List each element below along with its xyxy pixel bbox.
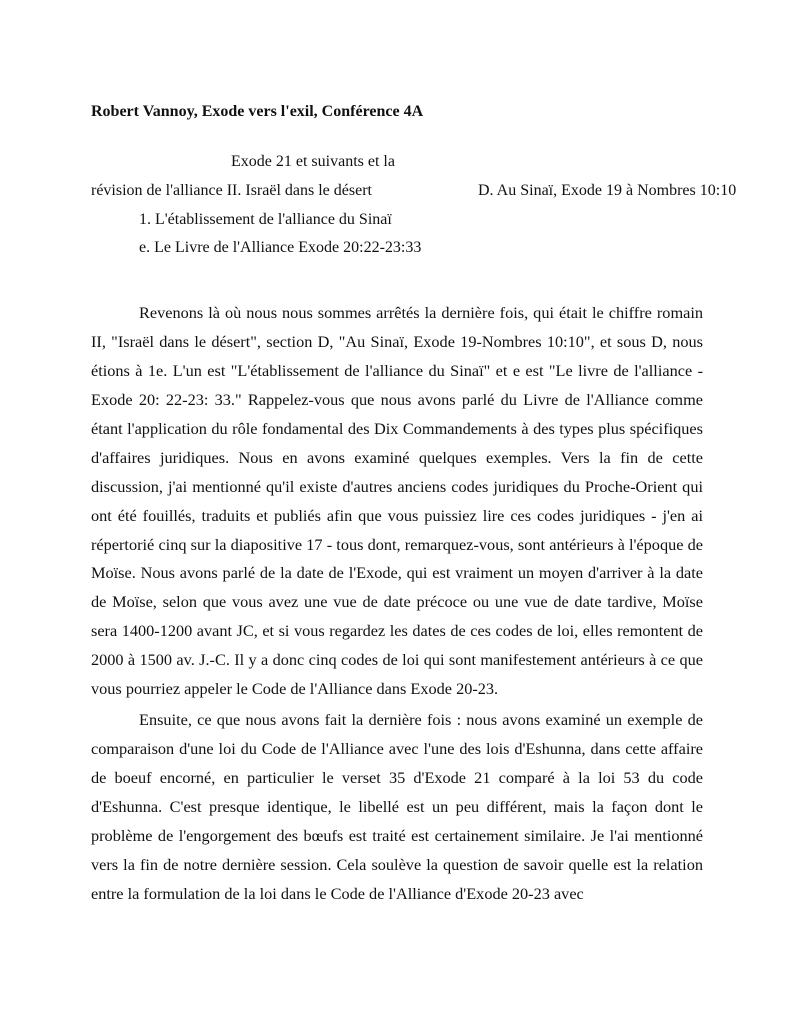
body-paragraph-1: Revenons là où nous nous sommes arrêtés la dernière fois, qui était le chiffre romain II, "Israël dans le désert", section D, "Au Sinaï, Exode 19-Nombres 10:10", et sous D, nous étions à 1e. L'un est "L'établissement de l'alliance du Sinaï" et e est "Le livre de l'alliance - Exode 20: 22-23: 33." Rappelez-vous que nous avons parlé du Livre de l'Alliance comme étant l'application du rôle fondamental des Dix Commandements à des types plus spécifiques d'affaires juridiques. Nous en avons examiné quelques exemples. Vers la fin de cette discussion, j'ai mentionné qu'il existe d'autres anciens codes juridiques du Proche-Orient qui ont été fouillés, traduits et publiés afin que vous puissiez lire ces codes juridiques - j'en ai répertorié cinq sur la diapositive 17 - tous dont, remarquez-vous, sont antérieurs à l'époque de Moïse. Nous avons parlé de la date de l'Exode, qui est vraiment un moyen d'arriver à la date de Moïse, selon que vous avez une vue de date précoce ou une vue de date tardive, Moïse sera 1400-1200 avant JC, et si vous regardez les dates de ces codes de loi, elles remontent de 2000 à 1500 av. J.-C. Il y a donc cinq codes de loi qui sont manifestement antérieurs à ce que vous pourriez appeler le Code de l'Alliance dans Exode 20-23.: [91, 303, 703, 699]
document-title: Robert Vannoy, Exode vers l'exil, Conférence 4A: [91, 103, 424, 120]
heading-line-2-right: D. Au Sinaï, Exode 19 à Nombres 10:10: [478, 182, 737, 199]
heading-line-2: révision de l'alliance II. Israël dans le désert: [91, 182, 372, 199]
body-paragraph-2: Ensuite, ce que nous avons fait la dernière fois : nous avons examiné un exemple de comparaison d'une loi du Code de l'Alliance avec l'une des lois d'Eshunna, dans cette affaire de boeuf encorné, en particulier le verset 35 d'Exode 21 comparé à la loi 53 du code d'Eshunna. C'est presque identique, le libellé est un peu différent, mais la façon dont le problème de l'engorgement des bœufs est traité est certainement similaire. Je l'ai mentionné vers la fin de notre dernière session. Cela soulève la question de savoir quelle est la relation entre la formulation de la loi dans le Code de l'Alliance d'Exode 20-23 avec: [91, 710, 703, 903]
heading-line-1: Exode 21 et suivants et la: [231, 153, 395, 170]
heading-line-4: e. Le Livre de l'Alliance Exode 20:22-23:33: [139, 239, 422, 256]
heading-line-3: 1. L'établissement de l'alliance du Sinaï: [139, 211, 392, 228]
